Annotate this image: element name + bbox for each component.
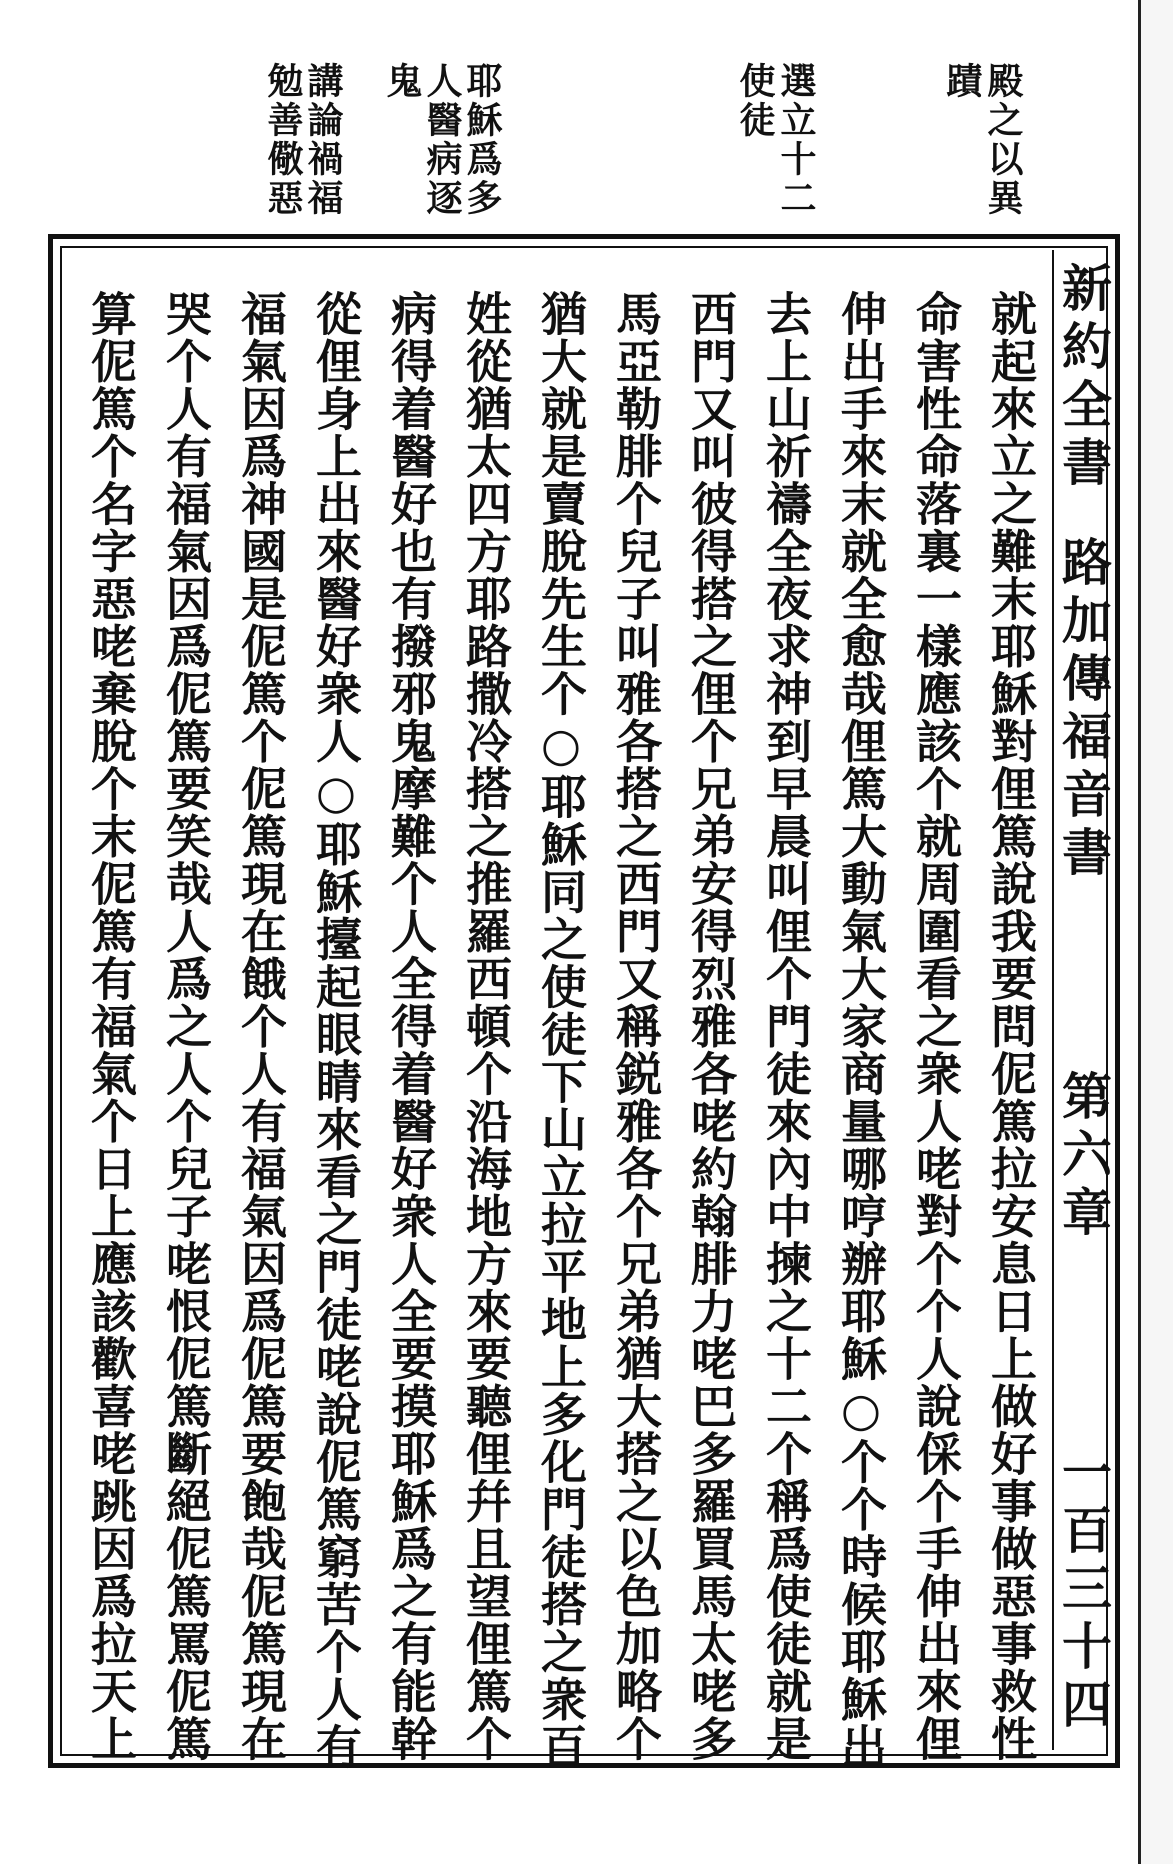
side-note: 勉善儆惡	[262, 62, 304, 218]
chapter-heading: 第六章	[1054, 1070, 1113, 1244]
side-note: 蹟	[941, 62, 983, 101]
side-note: 殿之以異	[982, 62, 1024, 218]
side-note: 使徒	[734, 62, 776, 140]
text-column: 去上山祈禱全夜求神到早晨叫俚个門徒來內中揀之十二个稱爲使徒就是	[759, 290, 813, 1763]
text-column: 病得着醫好也有撥邪鬼摩難个人全得着醫好衆人全要摸耶穌爲之有能幹	[384, 290, 438, 1763]
text-column: 福氣因爲神國是伲篤个伲篤現在餓个人有福氣因爲伲篤要飽哉伲篤現在	[234, 290, 288, 1763]
text-column: 就起來立之難末耶穌對俚篤說我要問伲篤拉安息日上做好事做惡事救性	[984, 290, 1038, 1763]
gospel-title: 路加傳福音書	[1054, 536, 1113, 884]
side-note: 選立十二	[775, 62, 817, 218]
text-column: 西門又叫彼得搭之俚个兄弟安得烈雅各咾約翰腓力咾巴多羅買馬太咾多	[684, 290, 738, 1763]
side-note: 人醫病逐	[421, 62, 463, 218]
text-column: 馬亞勒腓个兒子叫雅各搭之西門又稱鋭雅各个兄弟猶大搭之以色加略个	[609, 290, 663, 1763]
page-edge	[1138, 0, 1173, 1864]
text-column: 姓從猶太四方耶路撒冷搭之推羅西頓个沿海地方來要聽俚幷且望俚篤个	[459, 290, 513, 1763]
text-column: 命害性命落裏一樣應該个就周圍看之衆人咾對个个人說倸个手伸出來俚	[909, 290, 963, 1763]
book-title: 新約全書	[1054, 262, 1113, 494]
text-column: 哭个人有福氣因爲伲篤要笑哉人爲之人个兒子咾恨伲篤斷絕伲篤罵伲篤	[159, 290, 213, 1763]
side-note: 講論禍福	[302, 62, 344, 218]
side-note: 耶穌爲多	[461, 62, 503, 218]
text-column: 從俚身上出來醫好衆人○耶穌擡起眼睛來看之門徒咾說伲篤窮苦个人有	[309, 290, 363, 1771]
text-column: 算伲篤个名字惡咾棄脫个末伲篤有福氣个日上應該歡喜咾跳因爲拉天上	[84, 290, 138, 1763]
page-number: 一百三十四	[1054, 1446, 1113, 1736]
side-note: 鬼	[381, 62, 423, 101]
text-column: 猶大就是賣脫先生个○耶穌同之使徒下山立拉平地上多化門徒搭之衆百	[534, 290, 588, 1771]
text-column: 伸出手來末就全愈哉俚篤大動氣大家商量哪哼辦耶穌○个个時候耶穌出	[834, 290, 888, 1771]
